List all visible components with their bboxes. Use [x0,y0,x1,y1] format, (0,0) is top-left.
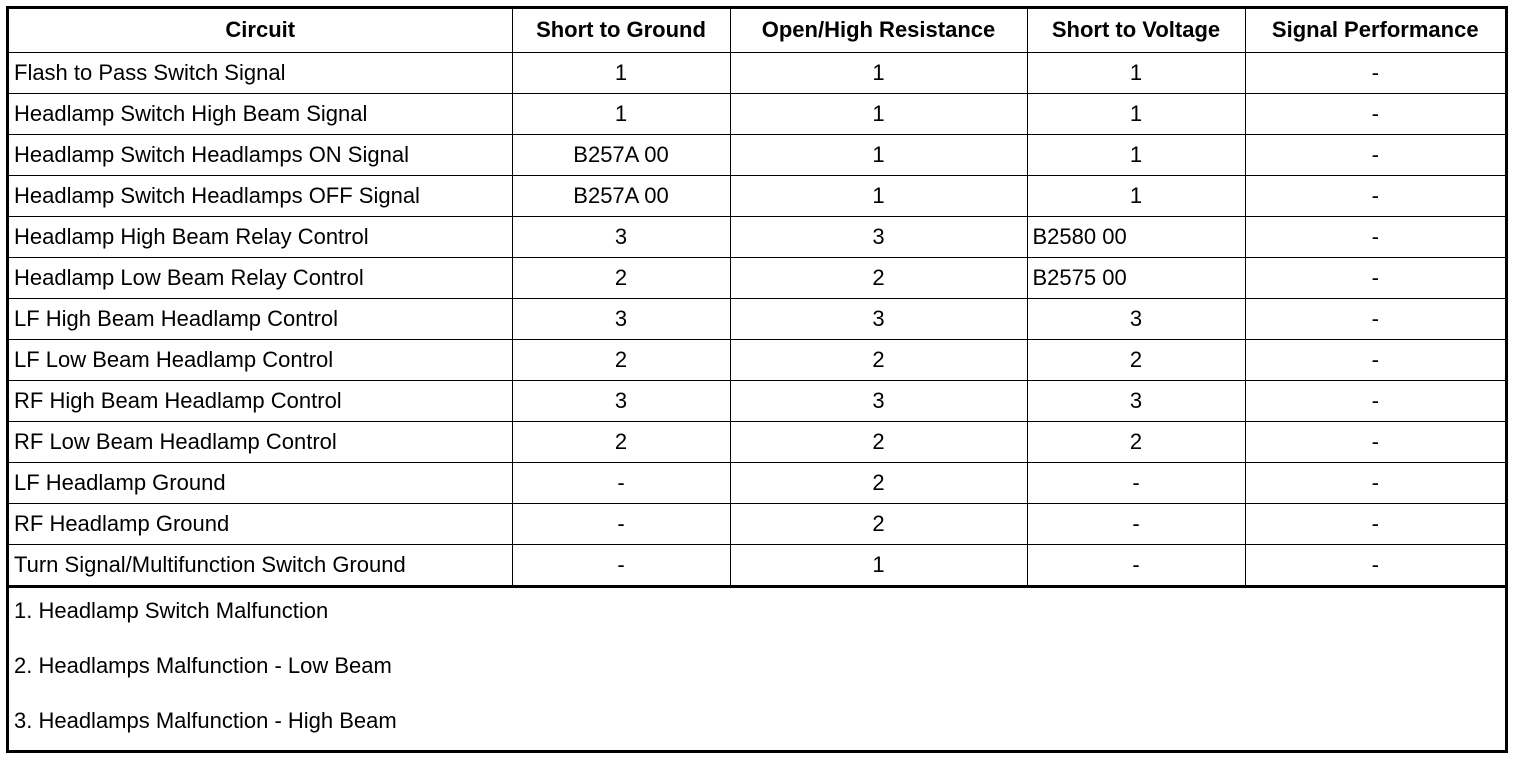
table-row [9,544,1505,585]
cell-signal-performance: - [1245,380,1505,421]
table-row [9,52,1505,93]
cell-signal-performance: - [1245,544,1505,585]
cell-signal-performance: - [1245,216,1505,257]
cell-open-high-resistance: 2 [730,462,1027,503]
table-row [9,175,1505,216]
cell-short-to-voltage: - [1027,503,1245,544]
cell-short-to-ground: - [512,462,730,503]
cell-signal-performance: - [1245,503,1505,544]
cell-signal-performance: - [1245,421,1505,462]
cell-short-to-voltage: 3 [1027,380,1245,421]
cell-short-to-ground: 3 [512,298,730,339]
cell-short-to-voltage: B2575 00 [1027,257,1245,298]
cell-circuit: LF Low Beam Headlamp Control [9,339,512,380]
header-open-high-resistance: Open/High Resistance [730,9,1027,52]
cell-short-to-voltage: 2 [1027,339,1245,380]
cell-open-high-resistance: 1 [730,93,1027,134]
circuit-table [9,9,1505,586]
cell-circuit: Headlamp Switch Headlamps OFF Signal [9,175,512,216]
table-row [9,257,1505,298]
cell-open-high-resistance: 1 [730,175,1027,216]
cell-open-high-resistance: 2 [730,421,1027,462]
table-row [9,298,1505,339]
cell-short-to-voltage: - [1027,544,1245,585]
cell-circuit: RF High Beam Headlamp Control [9,380,512,421]
cell-short-to-voltage: 1 [1027,93,1245,134]
cell-short-to-voltage: - [1027,462,1245,503]
table-row [9,216,1505,257]
cell-open-high-resistance: 2 [730,503,1027,544]
cell-open-high-resistance: 1 [730,544,1027,585]
cell-open-high-resistance: 3 [730,380,1027,421]
footnote-1: 1. Headlamp Switch Malfunction [14,597,329,623]
cell-short-to-ground: 3 [512,216,730,257]
footnote-3: 3. Headlamps Malfunction - High Beam [14,707,397,733]
cell-signal-performance: - [1245,462,1505,503]
cell-short-to-voltage: 1 [1027,175,1245,216]
cell-short-to-voltage: 1 [1027,52,1245,93]
cell-circuit: Turn Signal/Multifunction Switch Ground [9,544,512,585]
cell-open-high-resistance: 3 [730,298,1027,339]
cell-short-to-voltage: 2 [1027,421,1245,462]
cell-short-to-voltage: 3 [1027,298,1245,339]
cell-short-to-ground: 1 [512,93,730,134]
table-row [9,503,1505,544]
table-row [9,421,1505,462]
cell-short-to-ground: 2 [512,339,730,380]
cell-short-to-voltage: 1 [1027,134,1245,175]
cell-circuit: Headlamp High Beam Relay Control [9,216,512,257]
cell-circuit: Headlamp Low Beam Relay Control [9,257,512,298]
table-row [9,134,1505,175]
cell-circuit: RF Low Beam Headlamp Control [9,421,512,462]
cell-short-to-ground: B257A 00 [512,175,730,216]
footnotes [9,586,1505,761]
cell-signal-performance: - [1245,339,1505,380]
cell-short-to-ground: 1 [512,52,730,93]
cell-signal-performance: - [1245,175,1505,216]
cell-signal-performance: - [1245,134,1505,175]
cell-signal-performance: - [1245,257,1505,298]
cell-short-to-ground: 2 [512,257,730,298]
table-row [9,380,1505,421]
cell-signal-performance: - [1245,298,1505,339]
table-row [9,462,1505,503]
cell-short-to-ground: 2 [512,421,730,462]
cell-circuit: Headlamp Switch High Beam Signal [9,93,512,134]
cell-short-to-ground: - [512,544,730,585]
header-circuit: Circuit [9,9,512,52]
cell-open-high-resistance: 2 [730,257,1027,298]
cell-circuit: Headlamp Switch Headlamps ON Signal [9,134,512,175]
table-row [9,93,1505,134]
cell-open-high-resistance: 1 [730,52,1027,93]
cell-short-to-ground: B257A 00 [512,134,730,175]
cell-short-to-ground: 3 [512,380,730,421]
cell-signal-performance: - [1245,52,1505,93]
cell-open-high-resistance: 2 [730,339,1027,380]
dtc-symptom-table [6,6,1508,753]
cell-open-high-resistance: 1 [730,134,1027,175]
cell-signal-performance: - [1245,93,1505,134]
header-short-to-voltage: Short to Voltage [1027,9,1245,52]
cell-open-high-resistance: 3 [730,216,1027,257]
footnote-2: 2. Headlamps Malfunction - Low Beam [14,652,392,678]
cell-circuit: LF Headlamp Ground [9,462,512,503]
cell-circuit: Flash to Pass Switch Signal [9,52,512,93]
header-signal-performance: Signal Performance [1245,9,1505,52]
header-short-to-ground: Short to Ground [512,9,730,52]
cell-short-to-voltage: B2580 00 [1027,216,1245,257]
table-row [9,339,1505,380]
header-row [9,9,1505,52]
cell-circuit: RF Headlamp Ground [9,503,512,544]
cell-circuit: LF High Beam Headlamp Control [9,298,512,339]
cell-short-to-ground: - [512,503,730,544]
